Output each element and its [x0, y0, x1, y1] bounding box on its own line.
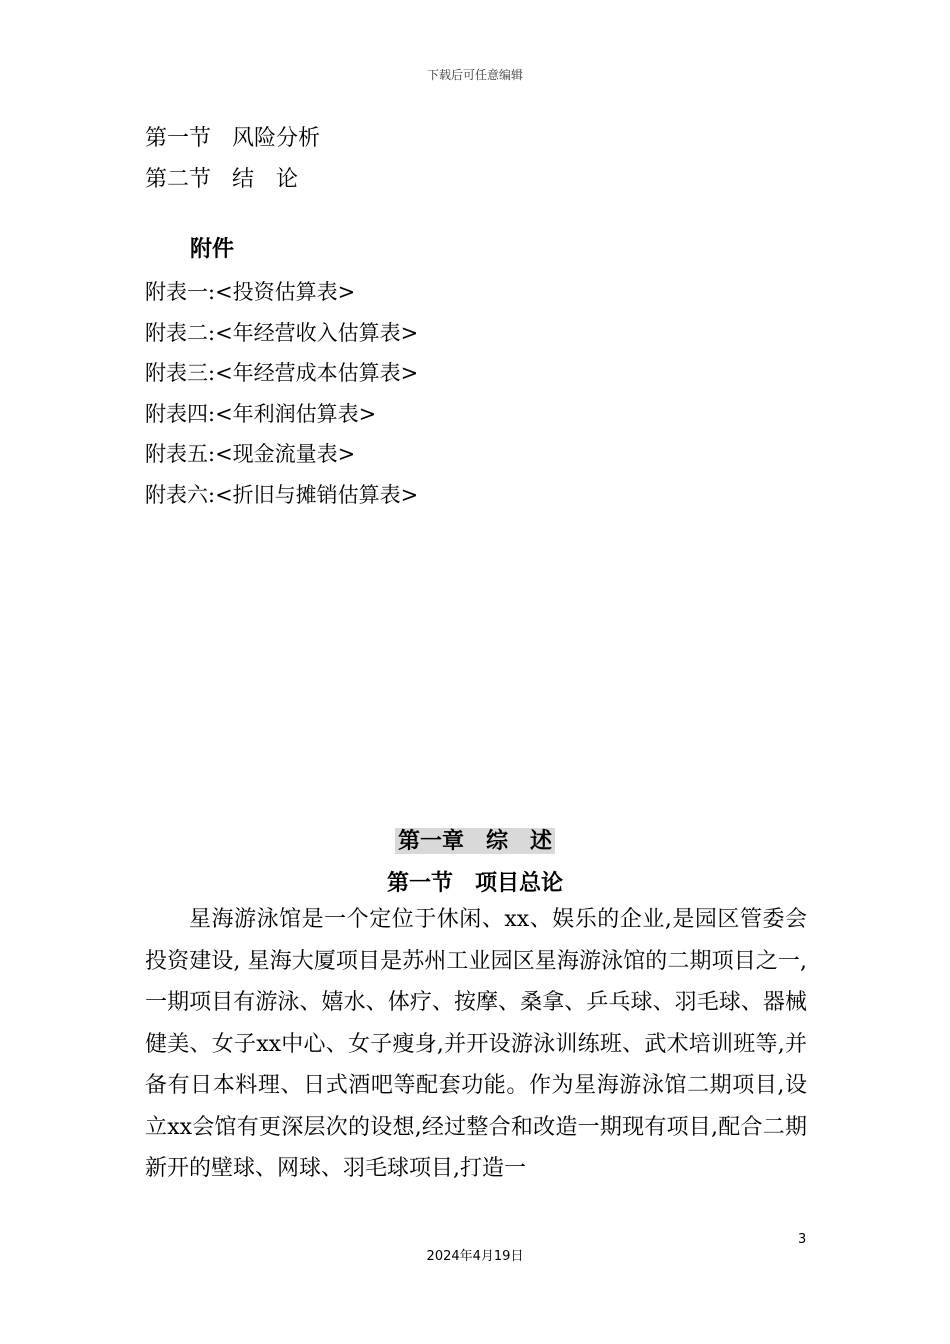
appendix-item: 附表六:<折旧与摊销估算表>	[145, 482, 419, 507]
page-footer-date: 2024年4月19日	[426, 1249, 524, 1264]
page-header: 下载后可任意编辑	[426, 68, 523, 82]
page-number: 3	[798, 1232, 807, 1247]
appendix-item: 附表五:<现金流量表>	[145, 442, 356, 466]
appendix-item: 附表一:<投资估算表>	[145, 280, 356, 304]
appendix-title: 附件	[190, 236, 235, 262]
toc-list	[145, 118, 825, 200]
toc-item	[145, 118, 825, 159]
appendix-item: 附表三:<年经营成本估算表>	[145, 361, 419, 385]
appendix-list	[145, 272, 418, 515]
body-paragraph: 星海游泳馆是一个定位于休闲、xx、娱乐的企业,是园区管委会投资建设, 星海大厦项目是苏州工业园区星海游泳馆的二期项目之一,一期项目有游泳、嬉水、体疗、按摩、桑拿、乒乓球、羽毛球、器械健美、女子xx中心、女子瘦身,并开设游泳训练班、武术培训班等,并备有日本料理、日式酒吧等配套功能。作为星海游泳馆二期项目,设立xx会馆有更深层次的设想,经过整合和改造一期现有项目,配合二期新开的壁球、网球、羽毛球项目,打造一	[145, 907, 807, 1181]
section-heading: 第一节 项目总论	[386, 870, 563, 896]
chapter-heading-text: 第一章 综 述	[395, 828, 555, 854]
toc-item-label: 第一节	[145, 126, 212, 151]
toc-item-title: 风险分析	[232, 126, 321, 151]
toc-item	[145, 159, 825, 200]
toc-item-label: 第二节	[145, 167, 212, 192]
appendix-item: 附表二:<年经营收入估算表>	[145, 320, 419, 345]
chapter-heading	[0, 824, 950, 855]
appendix-item: 附表四:<年利润估算表>	[145, 401, 377, 426]
toc-item-title: 结 论	[232, 167, 299, 192]
